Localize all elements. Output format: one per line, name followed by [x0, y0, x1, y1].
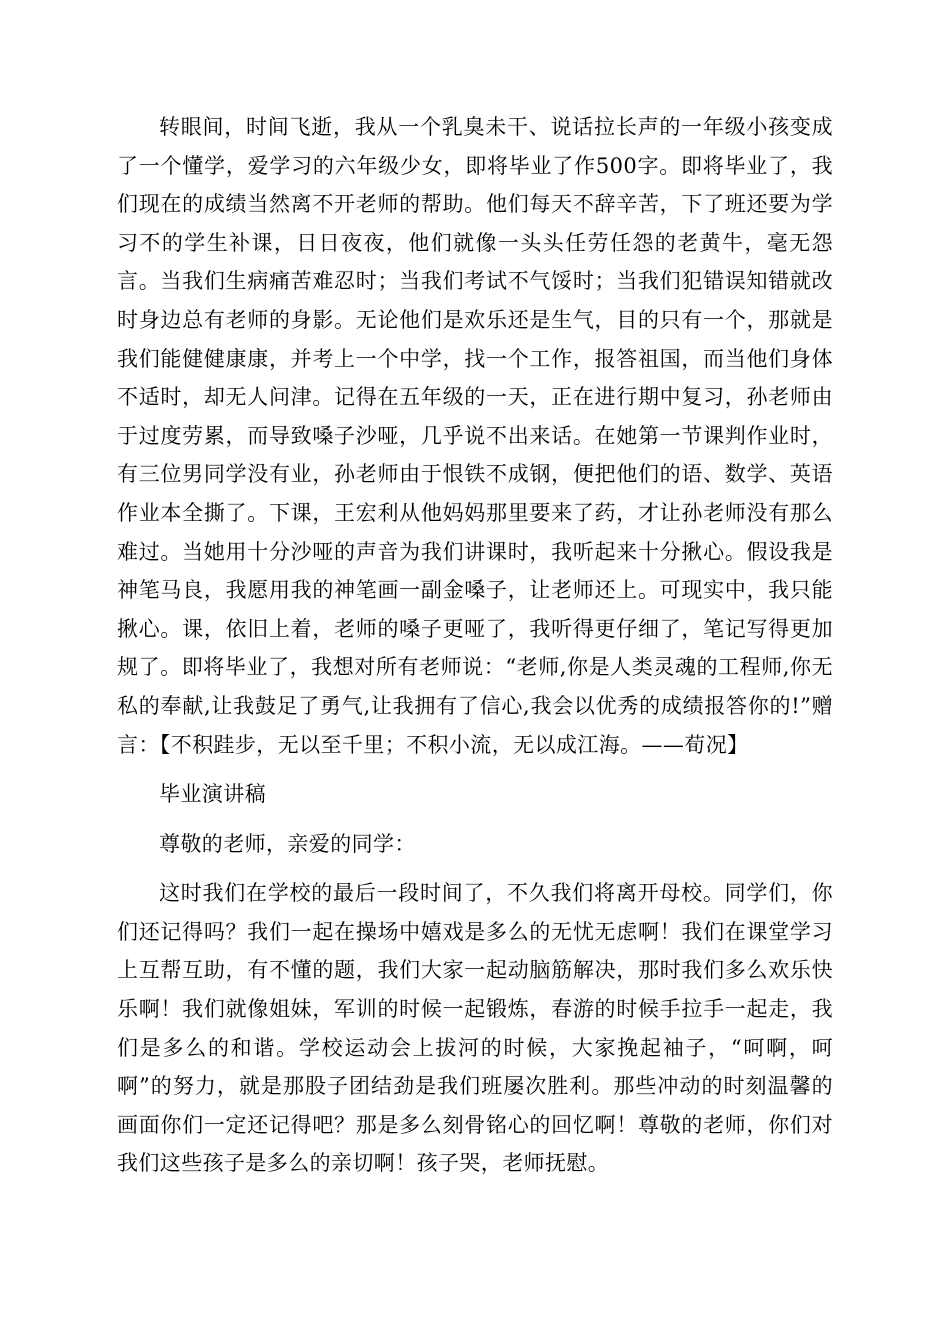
- speech-salutation: 尊敬的老师，亲爱的同学：: [159, 831, 416, 856]
- paragraph-school-memories: 这时我们在学校的最后一段时间了，不久我们将离开母校。同学们，你们还记得吗？我们一起在操场中嬉戏是多么的无忧无虑啊！我们在课堂学习上互帮互助，有不懂的题，我们大家一起动脑筋解决，那时我们多么欢乐快乐啊！我们就像姐妹，军训的时候一起锻炼，春游的时候手拉手一起走，我们是多么的和谐。学校运动会上拔河的时候，大家挽起袖子，“呵啊，呵啊”的努力，就是那股子团结劲是我们班屡次胜利。那些冲动的时刻温馨的画面你们一定还记得吧？那是多么刻骨铭心的回忆啊！尊敬的老师，你们对我们这些孩子是多么的亲切啊！孩子哭，老师抚慰。: [117, 881, 833, 1176]
- paragraph-teacher-gratitude: 转眼间，时间飞逝，我从一个乳臭未干、说话拉长声的一年级小孩变成了一个懂学，爱学习的六年级少女，即将毕业了作500字。即将毕业了，我们现在的成绩当然离不开老师的帮助。他们每天不辞辛苦，下了班还要为学习不的学生补课，日日夜夜，他们就像一头头任劳任怨的老黄牛，毫无怨言。当我们生病痛苦难忍时；当我们考试不气馁时；当我们犯错误知错就改时身边总有老师的身影。无论他们是欢乐还是生气，目的只有一个，那就是我们能健健康康，并考上一个中学，找一个工作，报答祖国，而当他们身体不适时，却无人问津。记得在五年级的一天，正在进行期中复习，孙老师由于过度劳累，而导致嗓子沙哑，几乎说不出来话。在她第一节课判作业时，有三位男同学没有业，孙老师由于恨铁不成钢，便把他们的语、数学、英语作业本全撕了。下课，王宏利从他妈妈那里要来了药，才让孙老师没有那么难过。当她用十分沙哑的声音为我们讲课时，我听起来十分揪心。假设我是神笔马良，我愿用我的神笔画一副金嗓子，让老师还上。可现实中，我只能揪心。课，依旧上着，老师的嗓子更哑了，我听得更仔细了，笔记写得更加规了。即将毕业了，我想对所有老师说：“老师,你是人类灵魂的工程师,你无私的奉献,让我鼓足了勇气,让我拥有了信心,我会以优秀的成绩报答你的!”赠言：【不积跬步，无以至千里；不积小流，无以成江海。——荀况】: [117, 115, 833, 757]
- document-body: [117, 108, 833, 1183]
- section-heading: 毕业演讲稿: [159, 782, 266, 807]
